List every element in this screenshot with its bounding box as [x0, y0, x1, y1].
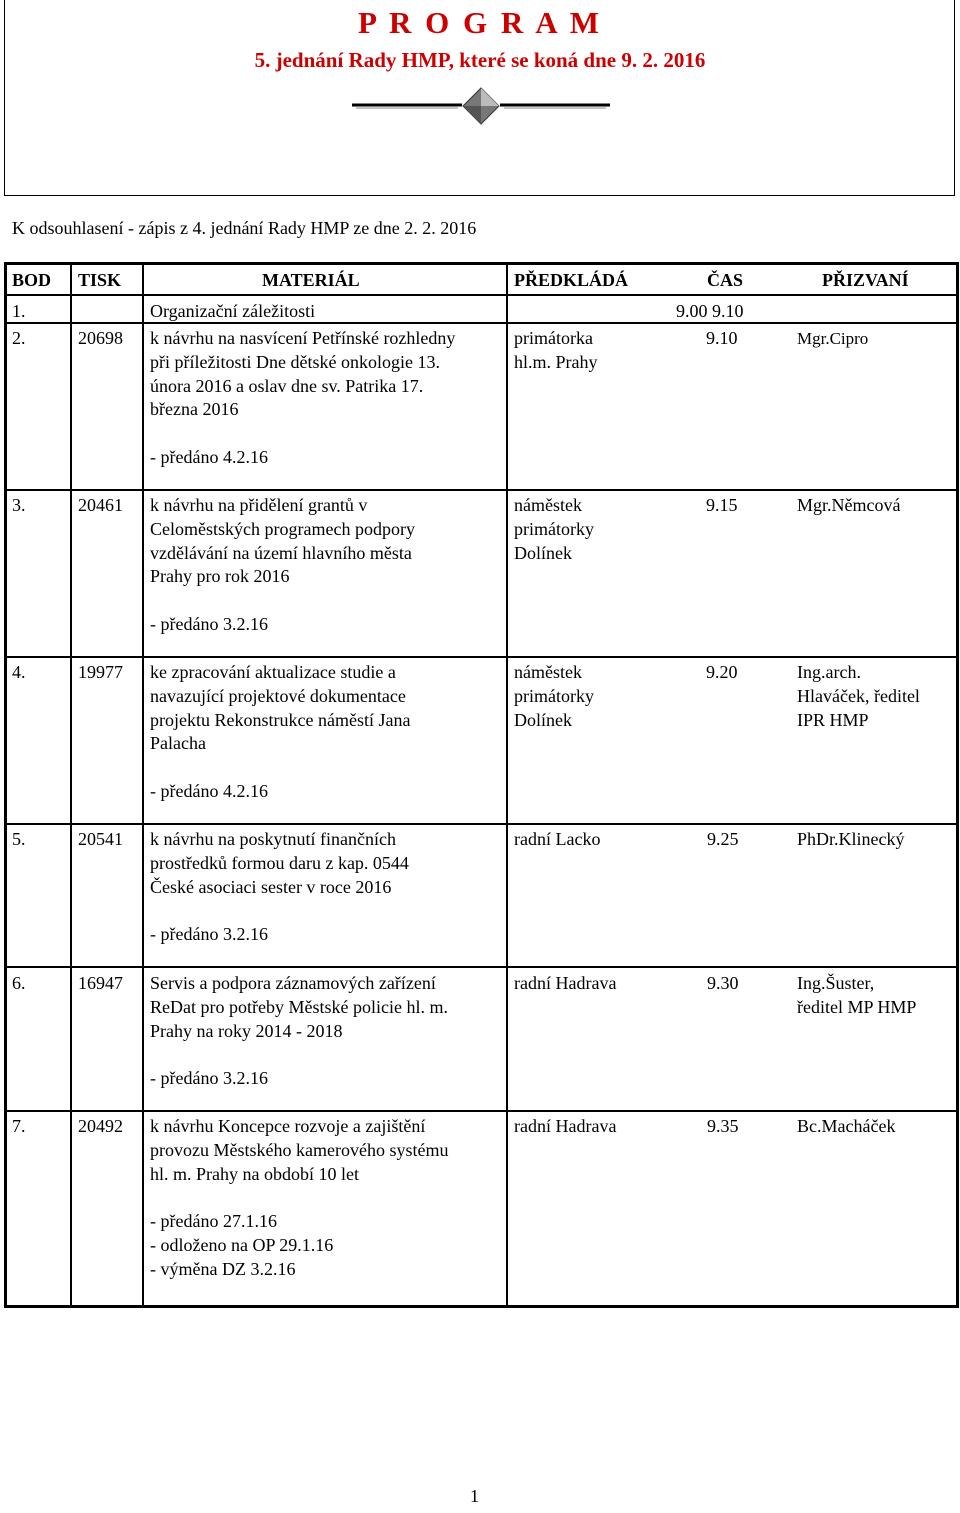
- row-material-line: k návrhu Koncepce rozvoje a zajištění: [150, 1116, 426, 1136]
- column-divider-material: [142, 262, 144, 1308]
- row-predklada-line: Dolínek: [514, 709, 572, 730]
- row-bod: 4.: [12, 662, 26, 682]
- row-material-line: Organizační záležitosti: [150, 301, 316, 321]
- row-predano-note: - předáno 27.1.16: [150, 1211, 277, 1232]
- row-predano-note: - předáno 3.2.16: [150, 1068, 268, 1089]
- row-predklada-line: hl.m. Prahy: [514, 351, 598, 372]
- row-bod: 2.: [12, 328, 26, 348]
- row-divider-6: [4, 1110, 959, 1112]
- row-divider-1: [4, 322, 959, 324]
- row-predklada-line: primátorky: [514, 518, 594, 539]
- row-predklada-line: radní Lacko: [514, 829, 601, 849]
- row-material-line: při příležitosti Dne dětské onkologie 13.: [150, 351, 440, 372]
- row-material-line: prostředků formou daru z kap. 0544: [150, 852, 409, 873]
- row-prizvani-line: IPR HMP: [797, 709, 869, 730]
- row-cas: 9.35: [707, 1116, 739, 1136]
- row-material-line: provozu Městského kamerového systému: [150, 1139, 449, 1160]
- row-predklada-line: Dolínek: [514, 542, 572, 563]
- row-prizvani-line: Ing.Šuster,: [797, 973, 875, 993]
- row-cas: 9.00 9.10: [676, 301, 744, 321]
- column-header-material: MATERIÁL: [262, 270, 360, 290]
- row-prizvani-line: ředitel MP HMP: [797, 996, 917, 1017]
- row-tisk: 20698: [78, 328, 123, 348]
- ornament-divider: [350, 86, 612, 126]
- row-cas: 9.20: [706, 662, 738, 682]
- approval-line: K odsouhlasení - zápis z 4. jednání Rady HMP ze dne 2. 2. 2016: [12, 218, 477, 238]
- row-divider-4: [4, 823, 959, 825]
- row-cas: 9.30: [707, 973, 739, 993]
- column-divider-predklada: [506, 262, 508, 1308]
- row-bod: 7.: [12, 1116, 26, 1136]
- row-material-line: března 2016: [150, 399, 239, 420]
- meeting-subtitle: 5. jednání Rady HMP, které se koná dne 9. 2. 2016: [254, 48, 706, 72]
- row-divider-2: [4, 489, 959, 491]
- row-cas: 9.25: [707, 829, 739, 849]
- row-material-line: Prahy pro rok 2016: [150, 566, 290, 587]
- row-divider-3: [4, 656, 959, 658]
- program-table: [4, 262, 959, 1308]
- header-row-separator: [4, 294, 959, 296]
- row-predano-note: - předáno 4.2.16: [150, 447, 268, 467]
- row-material-line: února 2016 a oslav dne sv. Patrika 17.: [150, 375, 424, 396]
- column-header-predklada: PŘEDKLÁDÁ: [514, 270, 629, 290]
- row-bod: 5.: [12, 829, 26, 849]
- row-predano-note: - odloženo na OP 29.1.16: [150, 1235, 334, 1255]
- row-prizvani-line: PhDr.Klinecký: [797, 829, 905, 849]
- row-bod: 6.: [12, 973, 26, 993]
- row-prizvani-line: Mgr.Němcová: [797, 495, 901, 515]
- row-bod: 1.: [12, 301, 26, 321]
- row-prizvani-line: Bc.Macháček: [797, 1116, 896, 1136]
- row-material-line: vzdělávání na území hlavního města: [150, 542, 412, 563]
- row-material-line: ke zpracování aktualizace studie a: [150, 662, 396, 682]
- row-prizvani-line: Hlaváček, ředitel: [797, 685, 920, 706]
- row-material-line: ReDat pro potřeby Městské policie hl. m.: [150, 996, 448, 1017]
- column-header-tisk: TISK: [78, 270, 122, 290]
- row-predklada-line: náměstek: [514, 662, 582, 682]
- row-bod: 3.: [12, 495, 26, 515]
- row-tisk: 16947: [78, 973, 123, 993]
- row-tisk: 20492: [78, 1116, 123, 1136]
- row-predklada-line: náměstek: [514, 495, 582, 515]
- page-number: 1: [470, 1486, 479, 1506]
- row-tisk: 20461: [78, 495, 123, 515]
- row-material-line: hl. m. Prahy na období 10 let: [150, 1163, 359, 1184]
- row-tisk: 19977: [78, 662, 123, 682]
- row-predklada-line: primátorky: [514, 685, 594, 706]
- row-cas: 9.15: [706, 495, 738, 515]
- row-predano-note: - předáno 4.2.16: [150, 781, 268, 801]
- column-header-cas: ČAS: [707, 270, 744, 290]
- column-header-bod: BOD: [12, 270, 52, 290]
- row-predklada-line: radní Hadrava: [514, 1116, 617, 1136]
- column-divider-tisk: [70, 262, 72, 1308]
- row-predano-note: - předáno 3.2.16: [150, 614, 268, 634]
- row-predano-note: - předáno 3.2.16: [150, 924, 268, 945]
- column-header-prizvani: PŘIZVANÍ: [822, 270, 909, 290]
- row-material-line: projektu Rekonstrukce náměstí Jana: [150, 709, 411, 730]
- program-title: P R O G R A M: [358, 5, 602, 40]
- row-material-line: k návrhu na poskytnutí finančních: [150, 829, 396, 849]
- row-material-line: Prahy na roky 2014 - 2018: [150, 1020, 343, 1041]
- row-cas: 9.10: [706, 328, 738, 348]
- row-predklada-line: primátorka: [514, 328, 593, 348]
- row-prizvani-line: Mgr.Cipro: [797, 329, 869, 348]
- row-material-line: k návrhu na nasvícení Petřínské rozhledny: [150, 328, 456, 348]
- row-material-line: Palacha: [150, 733, 206, 754]
- row-material-line: České asociaci sester v roce 2016: [150, 876, 392, 897]
- row-predklada-line: radní Hadrava: [514, 973, 617, 993]
- row-prizvani-line: Ing.arch.: [797, 662, 861, 682]
- row-material-line: Celoměstských programech podpory: [150, 518, 415, 539]
- row-material-line: Servis a podpora záznamových zařízení: [150, 973, 436, 993]
- row-tisk: 20541: [78, 829, 123, 849]
- row-material-line: k návrhu na přidělení grantů v: [150, 495, 368, 515]
- row-predano-note: - výměna DZ 3.2.16: [150, 1258, 296, 1279]
- row-divider-5: [4, 966, 959, 968]
- row-material-line: navazující projektové dokumentace: [150, 685, 406, 706]
